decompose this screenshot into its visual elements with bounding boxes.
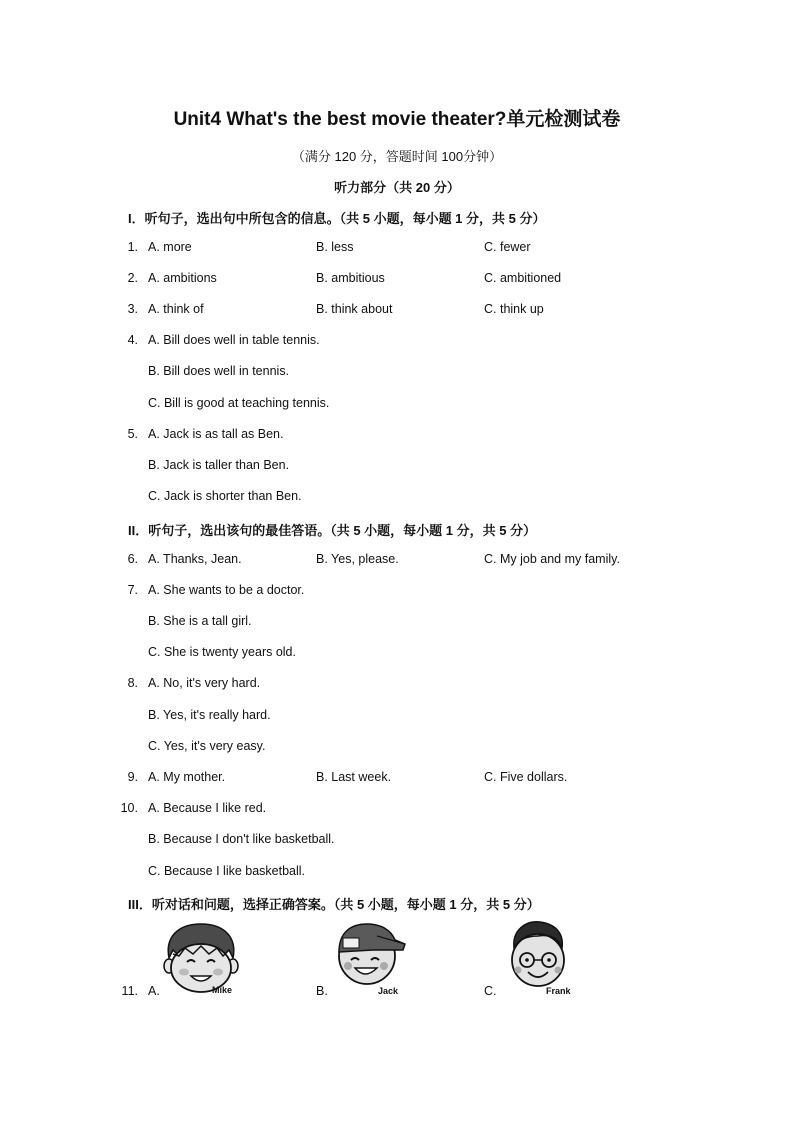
part-heading: 听力部分（共 20 分） xyxy=(334,180,460,195)
option-a: A. No, it's very hard. xyxy=(148,676,261,690)
question-number: 2. xyxy=(127,271,138,285)
question-5 xyxy=(0,427,794,445)
question-10 xyxy=(0,801,794,819)
question-number: 10. xyxy=(120,801,138,815)
question-3 xyxy=(0,302,794,320)
option-c: C. She is twenty years old. xyxy=(148,645,296,659)
option-a: A. more xyxy=(148,240,192,254)
option-c: C. My job and my family. xyxy=(484,552,620,566)
option-a: A. think of xyxy=(148,302,204,316)
option-c: C. think up xyxy=(484,302,544,316)
question-5-option-c-row xyxy=(0,489,794,507)
option-a: A. xyxy=(148,984,160,998)
option-b: B. Last week. xyxy=(316,770,392,784)
question-7 xyxy=(0,583,794,601)
frank-face-icon xyxy=(504,918,572,992)
question-number: 4. xyxy=(127,333,138,347)
question-2 xyxy=(0,271,794,289)
option-c: C. fewer xyxy=(484,240,531,254)
option-c: C. ambitioned xyxy=(484,271,562,285)
option-a: A. She wants to be a doctor. xyxy=(148,583,305,597)
question-8-option-b-row xyxy=(0,708,794,726)
option-c: C. Jack is shorter than Ben. xyxy=(148,489,302,503)
option-a: A. Thanks, Jean. xyxy=(148,552,242,566)
question-9 xyxy=(0,770,794,788)
question-6 xyxy=(0,552,794,570)
option-a: A. ambitions xyxy=(148,271,217,285)
option-b: B. ambitious xyxy=(316,271,385,285)
question-number: 1. xyxy=(127,240,138,254)
option-c: C. Bill is good at teaching tennis. xyxy=(148,396,330,410)
question-4-option-c-row xyxy=(0,396,794,414)
section-heading-1: I．听句子，选出句中所包含的信息。（共 5 小题，每小题 1 分，共 5 分） xyxy=(128,211,546,226)
question-8-option-c-row xyxy=(0,739,794,757)
section-heading-3: III．听对话和问题，选择正确答案。（共 5 小题，每小题 1 分，共 5 分） xyxy=(128,897,540,912)
question-5-option-b-row xyxy=(0,458,794,476)
question-number: 5. xyxy=(127,427,138,441)
caption-frank: Frank xyxy=(546,986,571,996)
jack-face-icon xyxy=(333,918,407,990)
option-c: C. Because I like basketball. xyxy=(148,864,306,878)
option-b: B. less xyxy=(316,240,354,254)
question-number: 3. xyxy=(127,302,138,316)
option-b: B. xyxy=(316,984,328,998)
option-b: B. She is a tall girl. xyxy=(148,614,252,628)
option-a: A. Bill does well in table tennis. xyxy=(148,333,320,347)
option-b: B. Yes, it's really hard. xyxy=(148,708,271,722)
option-a: A. My mother. xyxy=(148,770,226,784)
option-a: A. Because I like red. xyxy=(148,801,267,815)
question-10-option-b-row xyxy=(0,832,794,850)
caption-jack: Jack xyxy=(378,986,399,996)
question-4 xyxy=(0,333,794,351)
question-7-option-c-row xyxy=(0,645,794,663)
option-b: B. Bill does well in tennis. xyxy=(148,364,290,378)
question-number: 8. xyxy=(127,676,138,690)
question-number: 9. xyxy=(127,770,138,784)
option-c: C. Five dollars. xyxy=(484,770,568,784)
option-c: C. Yes, it's very easy. xyxy=(148,739,266,753)
question-8 xyxy=(0,676,794,694)
question-1 xyxy=(0,240,794,258)
question-10-option-c-row xyxy=(0,864,794,882)
question-number: 7. xyxy=(127,583,138,597)
option-b: B. think about xyxy=(316,302,393,316)
option-b: B. Jack is taller than Ben. xyxy=(148,458,290,472)
question-number: 6. xyxy=(127,552,138,566)
caption-mike: Mike xyxy=(212,985,233,995)
option-c: C. xyxy=(484,984,497,998)
option-b: B. Because I don't like basketball. xyxy=(148,832,335,846)
section-heading-2: II．听句子，选出该句的最佳答语。（共 5 小题，每小题 1 分，共 5 分） xyxy=(128,523,537,538)
option-a: A. Jack is as tall as Ben. xyxy=(148,427,284,441)
question-7-option-b-row xyxy=(0,614,794,632)
question-number: 11. xyxy=(121,984,138,998)
page-title: Unit4 What's the best movie theater?单元检测试卷 xyxy=(173,109,621,130)
exam-info: （满分 120 分，答题时间 100分钟） xyxy=(291,149,503,164)
option-b: B. Yes, please. xyxy=(316,552,399,566)
question-4-option-b-row xyxy=(0,364,794,382)
